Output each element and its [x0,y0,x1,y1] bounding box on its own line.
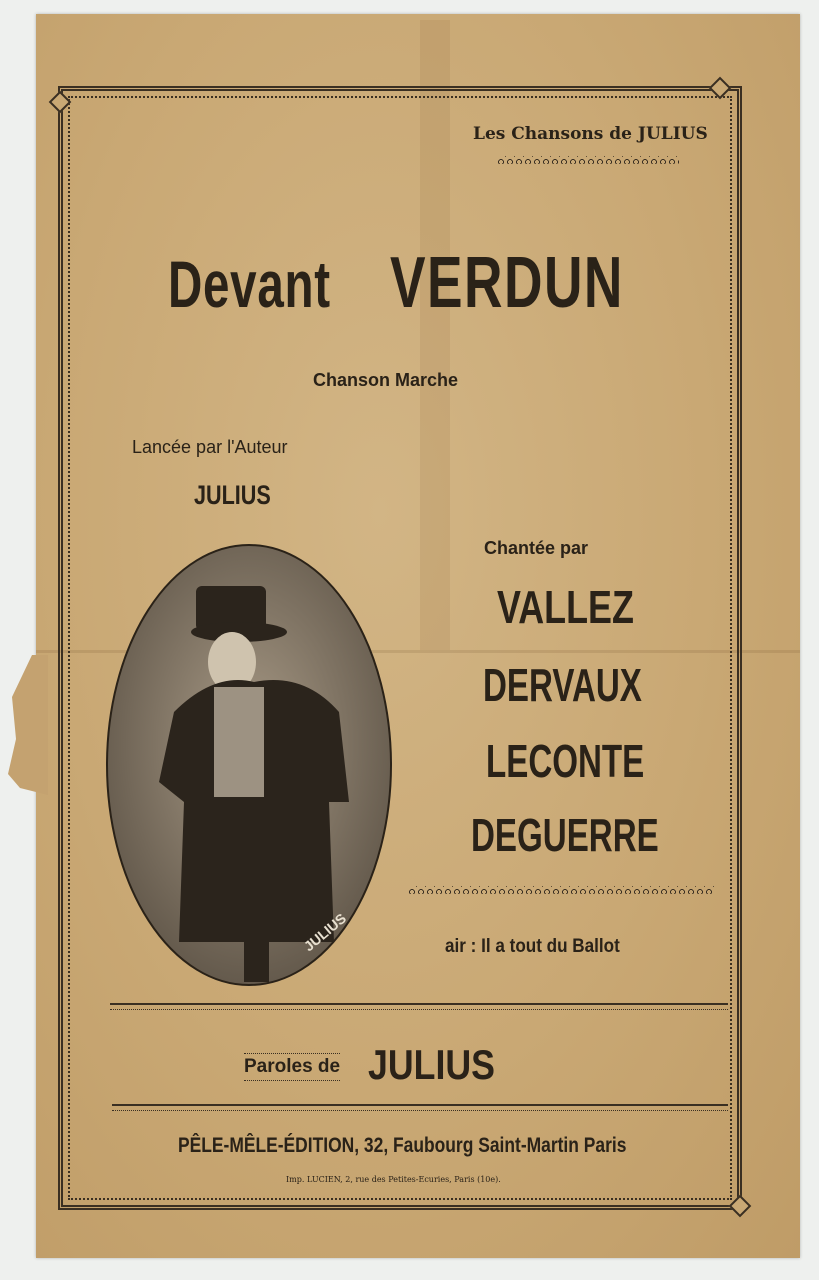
torn-paper-edge [8,655,48,795]
lyrics-author: JULIUS [368,1041,495,1088]
wave-ornament [497,156,679,164]
portrait-signature: JULIUS [300,910,350,955]
divider [110,1003,728,1010]
title-devant: Devant [168,247,331,321]
singer-name: DERVAUX [483,659,642,711]
title-verdun: VERDUN [390,243,624,323]
air-note: air : Il a tout du Ballot [445,936,620,957]
subtitle: Chanson Marche [313,370,459,390]
author-name: JULIUS [194,480,271,510]
divider [112,1104,728,1111]
singer-name: DEGUERRE [471,809,659,861]
publisher: PÊLE-MÊLE-ÉDITION, 32, Faubourg Saint-Martin Paris [178,1134,627,1157]
singer-name: LECONTE [486,735,645,787]
sung-by-label: Chantée par [484,538,589,558]
printer: Imp. LUCIEN, 2, rue des Petites-Ecuries, Paris (10e). [286,1175,501,1184]
lyrics-label: Paroles de [244,1053,340,1081]
wave-ornament [408,886,714,894]
singer-name: VALLEZ [497,581,634,633]
launched-by: Lancée par l'Auteur [132,437,288,457]
series-title: Les Chansons de JULIUS [473,124,708,144]
portrait-photo [104,542,394,988]
